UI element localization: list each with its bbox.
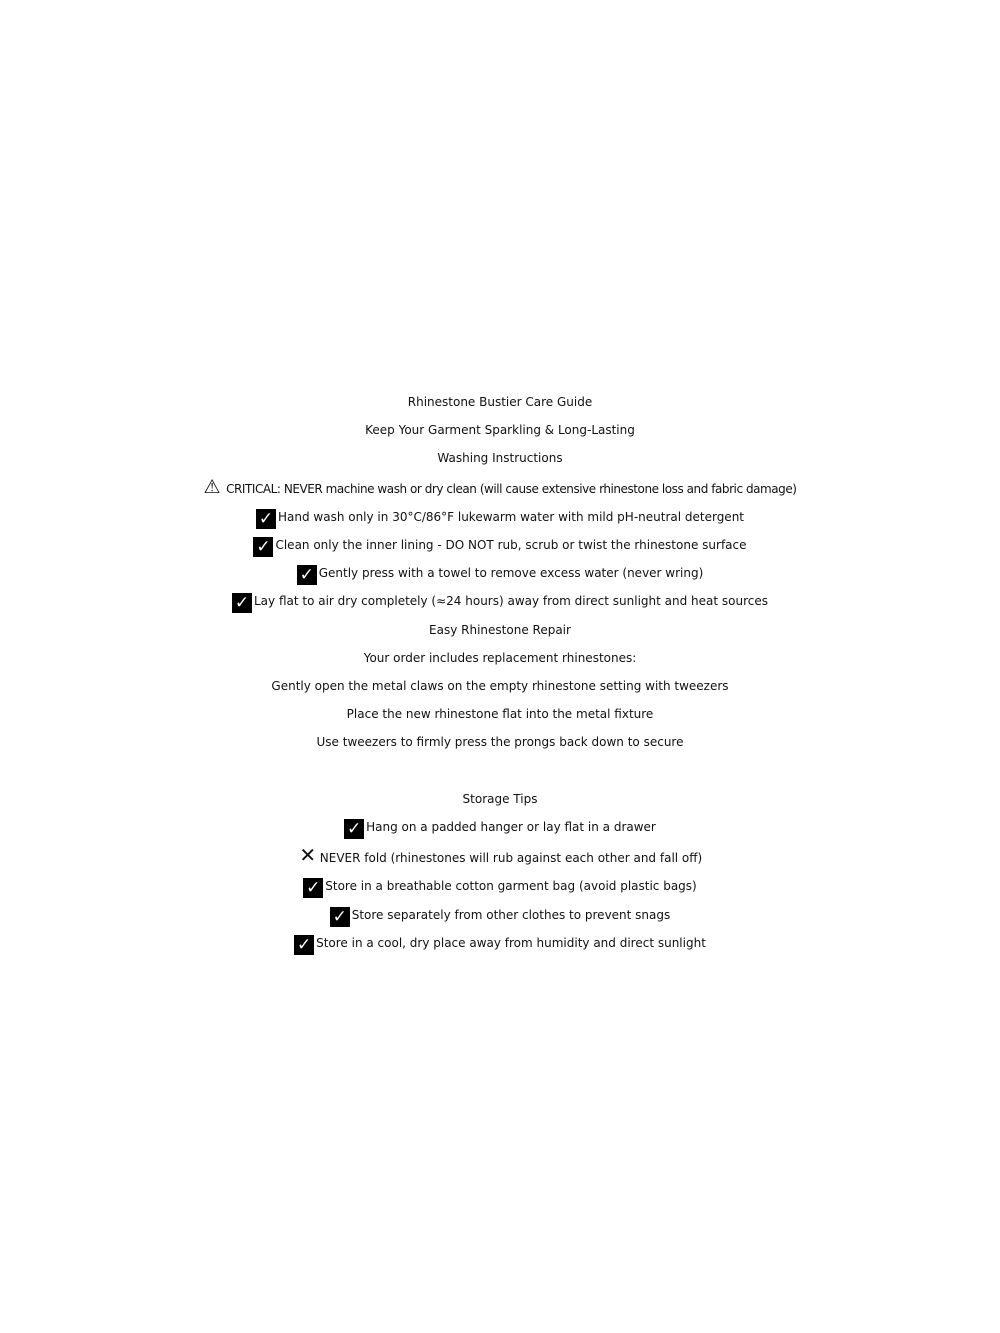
storage-item-text: Store in a cool, dry place away from humidity and direct sunlight	[316, 935, 706, 950]
washing-item	[0, 559, 1000, 587]
washing-warning	[0, 473, 1000, 503]
storage-item-text: Hang on a padded hanger or lay flat in a drawer	[366, 820, 656, 835]
washing-item	[0, 503, 1000, 531]
storage-item	[0, 841, 1000, 872]
check-box-icon: ✓	[256, 509, 276, 529]
check-box-icon: ✓	[330, 907, 350, 927]
washing-item-text: Lay flat to air dry completely (≈24 hours) away from direct sunlight and heat sources	[253, 594, 769, 609]
storage-item-text: Store in a breathable cotton garment bag (avoid plastic bags)	[325, 879, 697, 894]
storage-item-text: Store separately from other clothes to prevent snags	[351, 907, 671, 922]
repair-heading: Easy Rhinestone Repair	[429, 622, 571, 637]
washing-item	[0, 531, 1000, 559]
storage-item	[0, 929, 1000, 957]
washing-item-text: Gently press with a towel to remove excess water (never wring)	[318, 566, 704, 581]
check-box-icon: ✓	[297, 565, 317, 585]
check-box-icon: ✓	[294, 935, 314, 955]
cross-icon: ✕	[299, 843, 317, 868]
warning-triangle-icon: ⚠	[203, 475, 221, 498]
check-box-icon: ✓	[303, 878, 323, 898]
care-guide	[0, 388, 1000, 957]
washing-item	[0, 587, 1000, 615]
storage-item	[0, 872, 1000, 900]
washing-item-text: Clean only the inner lining - DO NOT rub, scrub or twist the rhinestone surface	[275, 538, 747, 553]
washing-item-text: Hand wash only in 30°C/86°F lukewarm water with mild pH-neutral detergent	[277, 509, 744, 524]
page-subtitle: Keep Your Garment Sparkling & Long-Lasting	[365, 423, 635, 438]
repair-step: Place the new rhinestone flat into the metal fixture	[346, 707, 654, 722]
storage-item-text: NEVER fold (rhinestones will rub against each other and fall off)	[319, 851, 703, 866]
washing-heading: Washing Instructions	[437, 451, 563, 466]
washing-warning-text: CRITICAL: NEVER machine wash or dry clean (will cause extensive rhinestone loss and fabric damage)	[226, 481, 797, 496]
storage-item	[0, 813, 1000, 841]
section-spacer	[0, 757, 1000, 785]
check-box-icon: ✓	[344, 819, 364, 839]
repair-step: Gently open the metal claws on the empty rhinestone setting with tweezers	[271, 679, 729, 694]
storage-item	[0, 901, 1000, 929]
check-box-icon: ✓	[253, 537, 273, 557]
storage-heading: Storage Tips	[462, 791, 538, 806]
repair-step: Use tweezers to firmly press the prongs back down to secure	[316, 735, 684, 750]
check-box-icon: ✓	[232, 593, 252, 613]
page-title: Rhinestone Bustier Care Guide	[407, 395, 593, 409]
repair-intro: Your order includes replacement rhinestones:	[363, 650, 637, 665]
